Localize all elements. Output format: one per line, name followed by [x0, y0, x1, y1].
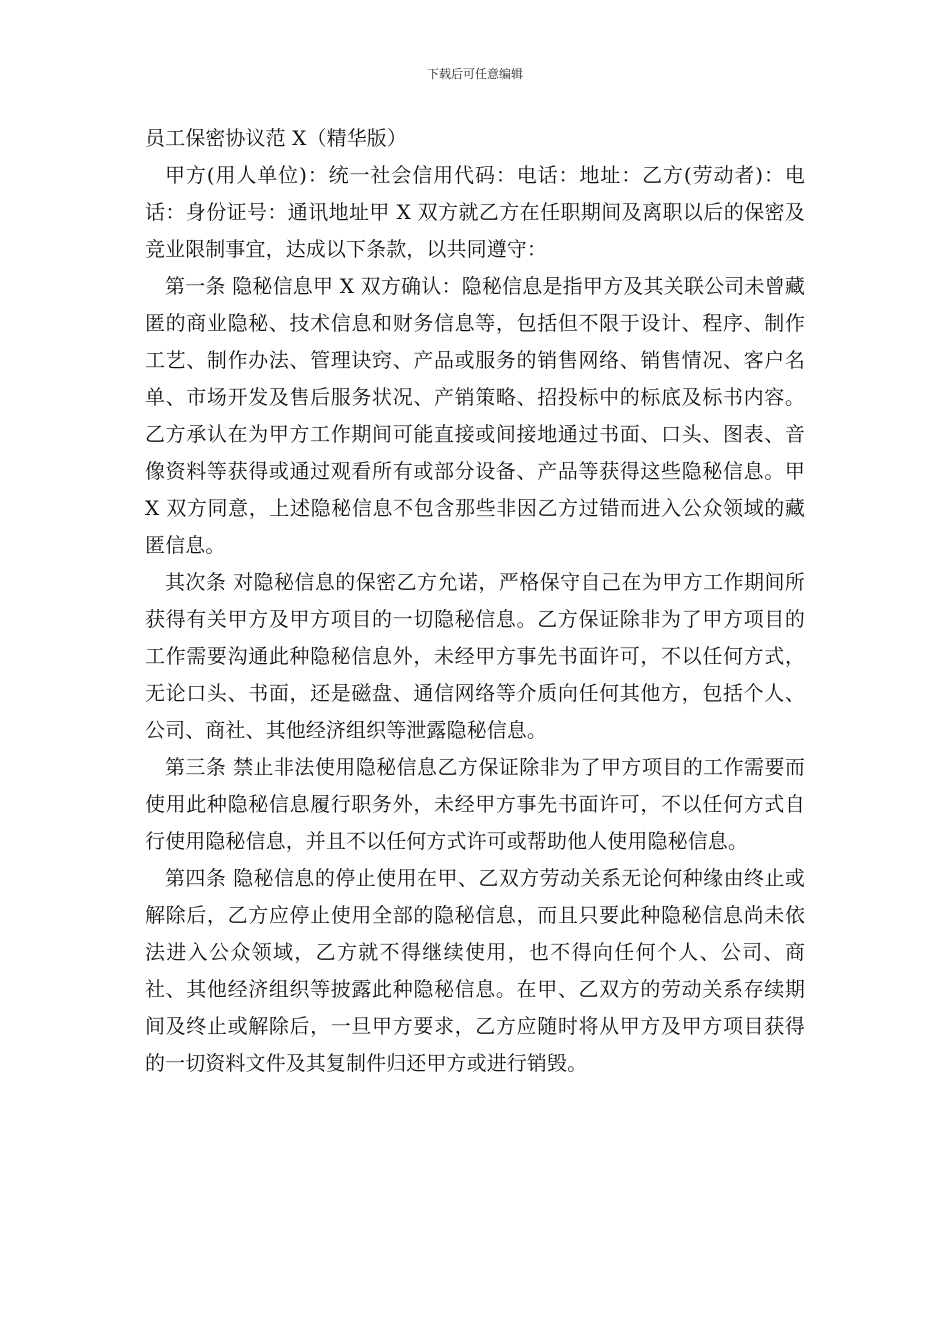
- intro-paragraph: 甲方(用人单位)：统一社会信用代码：电话：地址：乙方(劳动者)：电话：身份证号：通讯地址甲 X 双方就乙方在任职期间及离职以后的保密及竞业限制事宜，达成以下条款，以共同遵守：: [145, 163, 805, 261]
- document-title: 员工保密协议范 X（精华版）: [145, 126, 407, 150]
- article-1-paragraph: 第一条 隐秘信息甲 X 双方确认：隐秘信息是指甲方及其关联公司未曾藏匿的商业隐秘、技术信息和财务信息等，包括但不限于设计、程序、制作工艺、制作办法、管理诀窍、产品或服务的销售网络、销售情况、客户名单、市场开发及售后服务状况、产销策略、招投标中的标底及标书内容。乙方承认在为甲方工作期间可能直接或间接地通过书面、口头、图表、音像资料等获得或通过观看所有或部分设备、产品等获得这些隐秘信息。甲 X 双方同意，上述隐秘信息不包含那些非因乙方过错而进入公众领域的藏匿信息。: [145, 274, 805, 557]
- article-3-paragraph: 第三条 禁止非法使用隐秘信息乙方保证除非为了甲方项目的工作需要而使用此种隐秘信息履行职务外，未经甲方事先书面许可，不以任何方式自行使用隐秘信息，并且不以任何方式许可或帮助他人使用隐秘信息。: [145, 755, 805, 853]
- document-body: [145, 120, 805, 1082]
- header-note: 下载后可任意编辑: [426, 67, 523, 81]
- article-4-paragraph: 第四条 隐秘信息的停止使用在甲、乙双方劳动关系无论何种缘由终止或解除后，乙方应停止使用全部的隐秘信息，而且只要此种隐秘信息尚未依法进入公众领域，乙方就不得继续使用，也不得向任何个人、公司、商社、其他经济组织等披露此种隐秘信息。在甲、乙双方的劳动关系存续期间及终止或解除后，一旦甲方要求，乙方应随时将从甲方及甲方项目获得的一切资料文件及其复制件归还甲方或进行销毁。: [145, 866, 805, 1075]
- article-2-paragraph: 其次条 对隐秘信息的保密乙方允诺，严格保守自己在为甲方工作期间所获得有关甲方及甲方项目的一切隐秘信息。乙方保证除非为了甲方项目的工作需要沟通此种隐秘信息外，未经甲方事先书面许可，不以任何方式，无论口头、书面，还是磁盘、通信网络等介质向任何其他方，包括个人、公司、商社、其他经济组织等泄露隐秘信息。: [145, 570, 805, 742]
